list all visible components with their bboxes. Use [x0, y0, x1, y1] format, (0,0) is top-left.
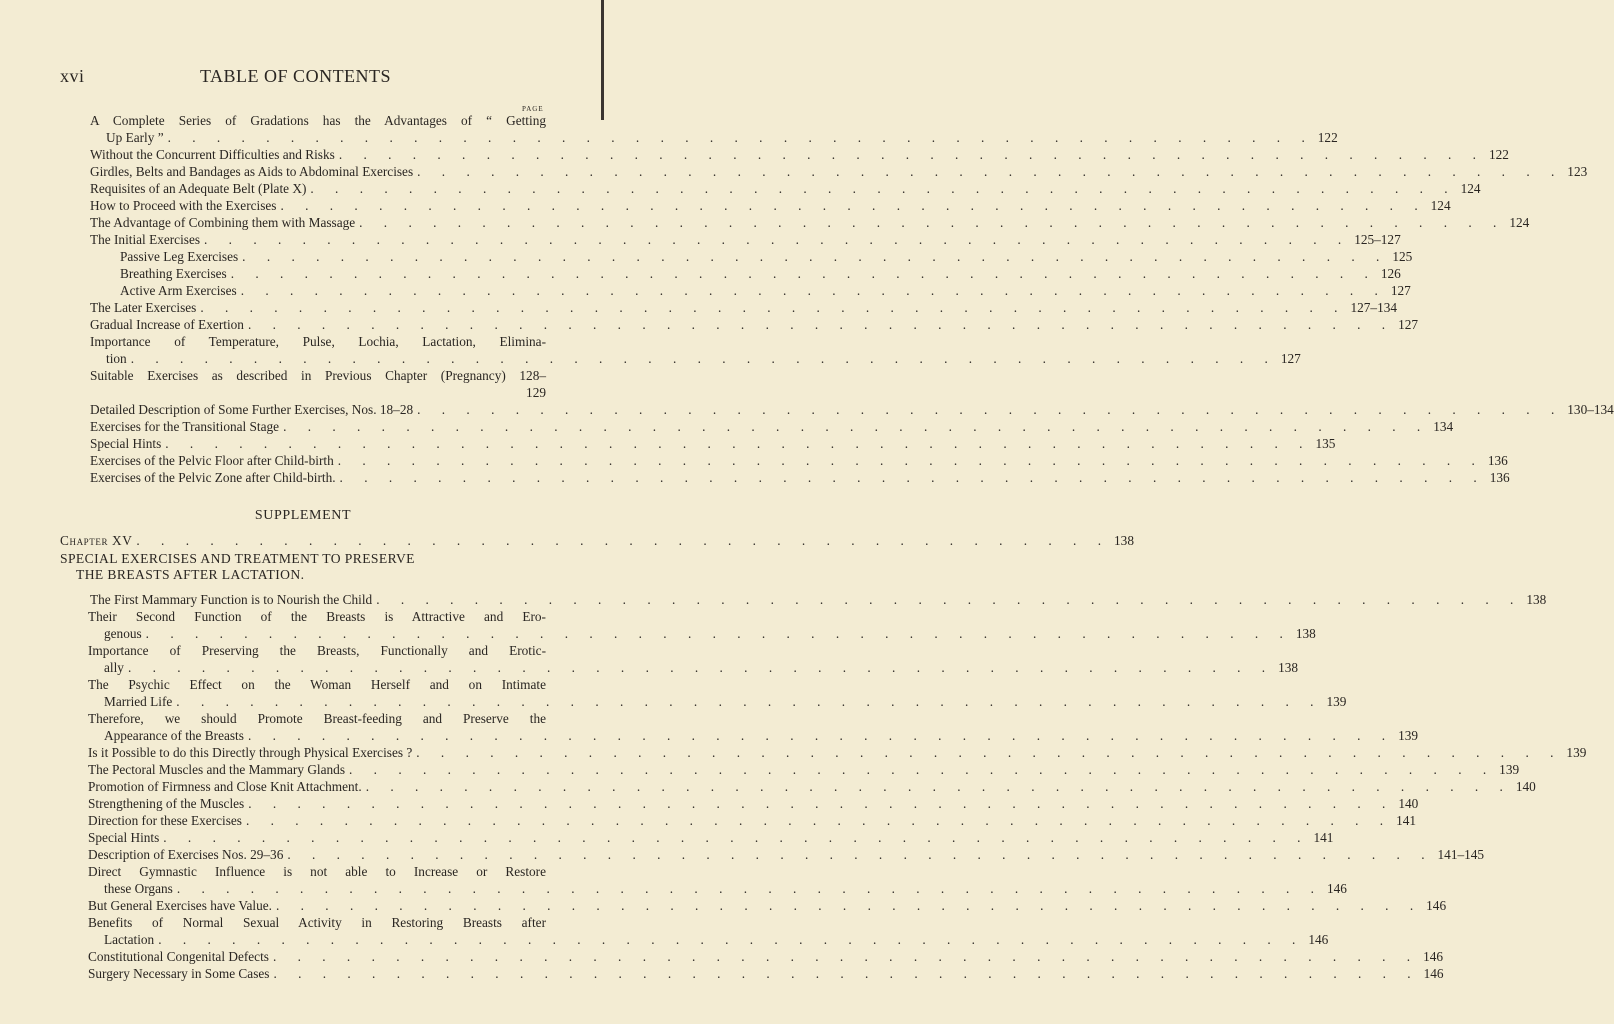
supplement-heading: SUPPLEMENT [254, 508, 352, 523]
toc-entry-line [90, 401, 1614, 418]
leader-dots: . . . . . . . . . . . . . . . . . . . . . . . . . . . . . . . . . . . . . . . . . . . . . . . [416, 745, 1563, 760]
leader-dots: . . . . . . . . . . . . . . . . . . . . . . . . . . . . . . . . . . . . . . . . . . . . . . . [280, 198, 1427, 213]
toc-entry-text: Breathing Exercises [120, 266, 227, 281]
toc-entry [60, 761, 1520, 778]
leader-dots: . . . . . . . . . . . . . . . . . . . . . . . . . . . . . . . . . . . . . . . . . . . . . . . [176, 881, 1323, 896]
toc-entry [60, 591, 1547, 608]
leader-dots: . . . . . . . . . . . . . . . . . . . . . . . . . . . . . . . . . . . . . . . . . . . . . . . [338, 147, 1485, 162]
toc-entry-text: Direction for these Exercises [88, 813, 242, 828]
leader-dots: . . . . . . . . . . . . . . . . . . . . . . . . . . . . . . . . . . . . . . . . . . . . . . . [310, 181, 1457, 196]
toc-entry-text: genous [104, 626, 142, 641]
leader-dots: . . . . . . . . . . . . . . . . . . . . . . . . . . . . . . . . . . . . . . . . . . . . . . . [165, 436, 1312, 451]
toc-entry-line [88, 965, 1444, 982]
toc-entry-text: Description of Exercises Nos. 29–36 [88, 847, 284, 862]
toc-entry-page: 139 [1566, 745, 1587, 760]
toc-entry-page: 129 [526, 385, 546, 400]
toc-entry-text: Exercises for the Transitional Stage [90, 419, 280, 434]
leader-dots: . . . . . . . . . . . . . . . . . . . . . . . . . . . . . . . . . . . . . . . . . . . . . . . [248, 796, 1395, 811]
toc-entry-page: 138 [1278, 660, 1299, 675]
toc-entry-line [90, 231, 1401, 248]
toc-entry-page: 139 [1326, 694, 1347, 709]
toc-entry-text: Exercises of the Pelvic Floor after Child-birth [90, 453, 334, 468]
leader-dots: . . . . . . . . . . . . . . . . . . . . . . . . . . . . . . . . . . . . . . . . . . . . . . . [204, 232, 1351, 247]
table-of-contents [60, 112, 1614, 982]
toc-entry-page: 124 [1509, 215, 1530, 230]
toc-entry-line [90, 146, 1509, 163]
toc-entry-text: Direct Gymnastic Influence is not able to Increase or Restore [88, 864, 546, 879]
toc-entry [60, 282, 1411, 299]
page-title: TABLE OF CONTENTS [200, 66, 392, 86]
toc-entry [60, 914, 1329, 948]
toc-entry-page: 140 [1515, 779, 1536, 794]
toc-entry-page: 127 [1280, 351, 1301, 366]
toc-entry [60, 642, 1299, 676]
toc-entry [60, 367, 546, 401]
toc-entry-text: Detailed Description of Some Further Exercises, Nos. 18–28 [90, 402, 414, 417]
toc-entry-line [88, 693, 1347, 710]
chapter-page: 138 [1114, 533, 1134, 548]
toc-entry-line [90, 350, 1301, 367]
toc-entry-line [88, 744, 1587, 761]
toc-entry-page: 141 [1313, 830, 1334, 845]
toc-entry [60, 401, 1614, 418]
special-heading-line-2: THE BREASTS AFTER LACTATION. [76, 567, 305, 582]
toc-entry [60, 897, 1447, 914]
leader-dots: . . . . . . . . . . . . . . . . . . . . . . . . . . . . . . . . . . . . . . . . . . . . . . . [163, 830, 1310, 845]
toc-entry-line [90, 418, 1454, 435]
toc-entry-page: 136 [1489, 470, 1510, 485]
toc-entry [60, 863, 1347, 897]
chapter-label: Chapter XV [60, 533, 133, 548]
toc-entry-text: Benefits of Normal Sexual Activity in Restoring Breasts after [88, 915, 546, 930]
leader-dots: . . . . . . . . . . . . . . . . . . . . . . . . . . . . . . . . . . . . . . . . . . . . . . . [272, 949, 1420, 964]
toc-entry [60, 265, 1401, 282]
toc-entry-line [90, 299, 1398, 316]
leader-dots: . . . . . . . . . . . . . . . . . . . . . . . . . . . . . . . . . . . . . . . . . . . . . . . [365, 779, 1512, 794]
toc-entry [60, 214, 1530, 231]
toc-entry [60, 418, 1454, 435]
toc-entry-page: 124 [1460, 181, 1481, 196]
toc-entry-page: 125–127 [1354, 232, 1401, 247]
toc-entry-text: Gradual Increase of Exertion [90, 317, 244, 332]
leader-dots: . . . . . . . . . . . . . . . . . . . . . . . . . . . . . . . . . . . . . . . . . . . . . . . [359, 215, 1506, 230]
toc-entry-page: 130–134 [1567, 402, 1614, 417]
toc-entry-line [88, 727, 1419, 744]
toc-entry-text: Promotion of Firmness and Close Knit Attachment. [88, 779, 362, 794]
toc-entry-text: Exercises of the Pelvic Zone after Child-birth. [90, 470, 336, 485]
toc-entry [60, 248, 1413, 265]
toc-entry-line [90, 197, 1451, 214]
toc-entry [60, 846, 1485, 863]
toc-entry-page: 146 [1308, 932, 1329, 947]
toc-entry [60, 965, 1444, 982]
leader-dots: . . . . . . . . . . . . . . . . . . . . . . . . . . . . . . . . . . . . . . . . . . . . . . . [200, 300, 1347, 315]
toc-entry-page: 146 [1326, 881, 1347, 896]
toc-entry [60, 163, 1588, 180]
page-edge-shadow [601, 0, 604, 120]
toc-entry-text: Their Second Function of the Breasts is Attractive and Ero- [88, 609, 546, 624]
toc-entry-page: 123 [1567, 164, 1588, 179]
toc-entry-page: 122 [1488, 147, 1509, 162]
leader-dots: . . . . . . . . . . . . . . . . . . . . . . . . . . . . . . . . . . . . . . . . . . . . . . . [145, 626, 1292, 641]
toc-entry-text: Special Hints [90, 436, 162, 451]
special-heading [60, 551, 546, 583]
toc-entry-text: Girdles, Belts and Bandages as Aids to Abdominal Exercises [90, 164, 414, 179]
toc-entry-line [88, 795, 1419, 812]
toc-entry [60, 829, 1334, 846]
leader-dots: . . . . . . . . . . . . . . . . . . . . . . . . . . . . . . . . . . . . . . . . . . . . . . . [130, 351, 1277, 366]
toc-entry-text: Active Arm Exercises [120, 283, 237, 298]
toc-entry-line [88, 931, 1329, 948]
page-number: xvi [60, 66, 85, 86]
toc-entry-text: Without the Concurrent Difficulties and Risks [90, 147, 335, 162]
toc-entry-text: Lactation [104, 932, 155, 947]
toc-entry-page: 146 [1423, 949, 1444, 964]
toc-entry-line [88, 625, 1316, 642]
leader-dots: . . . . . . . . . . . . . . . . . . . . . . . . . . . . . . . . . . . . . . . . . . . . . . . [417, 402, 1564, 417]
toc-entry [60, 778, 1536, 795]
leader-dots: . . . . . . . . . . . . . . . . . . . . . . . . . . . . . . . . . . . . . . . . . . . . . . . [339, 470, 1486, 485]
leader-dots: . . . . . . . . . . . . . . . . . . . . . . . . . . . . . . . . . . . . . . . . . . . . . . . [245, 813, 1393, 828]
toc-entry-page: 134 [1433, 419, 1454, 434]
toc-entry-page: 141 [1396, 813, 1417, 828]
toc-entry-text: The Initial Exercises [90, 232, 201, 247]
toc-entries-part1 [60, 112, 1614, 486]
toc-entry-text: The Psychic Effect on the Woman Herself and on Intimate [88, 677, 546, 692]
toc-entry-line [90, 214, 1530, 231]
toc-entry-page: 146 [1423, 966, 1444, 981]
toc-entry-text: Suitable Exercises as described in Previous Chapter (Pregnancy) 128– [90, 368, 546, 383]
toc-entry-page: 139 [1499, 762, 1520, 777]
toc-entry-page: 138 [1295, 626, 1316, 641]
toc-entry [60, 316, 1419, 333]
toc-entry [60, 197, 1451, 214]
leader-dots: . . . . . . . . . . . . . . . . . . . . . . . . . . . . . . . . . . . . . . . . . . . . . . . [287, 847, 1434, 862]
toc-entry-page: 136 [1487, 453, 1508, 468]
toc-entry [60, 469, 1510, 486]
toc-entries-part2 [60, 591, 1587, 982]
toc-entry-line [90, 180, 1481, 197]
toc-entry-text: The Advantage of Combining them with Massage [90, 215, 356, 230]
special-heading-line-1: SPECIAL EXERCISES AND TREATMENT TO PRESERVE [60, 551, 415, 566]
toc-entry-text: tion [106, 351, 127, 366]
toc-entry [60, 112, 1338, 146]
toc-entry [60, 231, 1401, 248]
toc-entry [60, 795, 1419, 812]
toc-entry-page: 126 [1380, 266, 1401, 281]
toc-entry-text: But General Exercises have Value. [88, 898, 272, 913]
leader-dots: . . . . . . . . . . . . . . . . . . . . . . . . . . . . . . . . . . . . . . . . . . . . . . . [167, 130, 1314, 145]
toc-entry-text: ally [104, 660, 124, 675]
leader-dots: . . . . . . . . . . . . . . . . . . . . . . . . . . . . . . . . . . . . . . . . . . . . . . . [273, 966, 1420, 981]
leader-dots: . . . . . . . . . . . . . . . . . . . . . . . . . . . . . . . . . . . . . . . . . . . . . . . [240, 283, 1387, 298]
toc-entry-text: The First Mammary Function is to Nourish the Child [90, 592, 373, 607]
toc-entry-text: Married Life [104, 694, 173, 709]
toc-entry [60, 452, 1508, 469]
toc-entry-text: The Pectoral Muscles and the Mammary Glands [88, 762, 346, 777]
toc-entry-text: Passive Leg Exercises [120, 249, 239, 264]
toc-entry-text: Importance of Temperature, Pulse, Lochia, Lactation, Elimina- [90, 334, 546, 349]
toc-entry-line [88, 897, 1447, 914]
toc-entry-page: 140 [1398, 796, 1419, 811]
toc-entry [60, 146, 1509, 163]
running-header [60, 66, 560, 88]
toc-entry-text: Strengthening of the Muscles [88, 796, 245, 811]
toc-entry-text: Surgery Necessary in Some Cases [88, 966, 270, 981]
toc-entry [60, 180, 1481, 197]
toc-entry-line [88, 829, 1334, 846]
toc-entry-page: 139 [1398, 728, 1419, 743]
chapter-entry [60, 532, 1134, 549]
toc-entry [60, 744, 1587, 761]
leader-dots: . . . . . . . . . . . . . . . . . . . . . . . . . . . . . . . . . . . . . . . . . . . . . . . [349, 762, 1496, 777]
toc-entry-line [88, 846, 1485, 863]
toc-entry [60, 608, 1316, 642]
toc-entry-line [90, 316, 1419, 333]
toc-entry-text: Is it Possible to do this Directly through Physical Exercises ? [88, 745, 413, 760]
toc-entry-line [90, 591, 1547, 608]
toc-entry-page: 141–145 [1437, 847, 1485, 862]
toc-entry-text: Importance of Preserving the Breasts, Functionally and Erotic- [88, 643, 546, 658]
toc-entry-page: 125 [1392, 249, 1413, 264]
toc-entry-text: Constitutional Congenital Defects [88, 949, 269, 964]
leader-dots: . . . . . . . . . . . . . . . . . . . . . . . . . . . . . . . . . . . . . . . . . . . . . . . [376, 592, 1523, 607]
toc-entry [60, 435, 1336, 452]
leader-dots: . . . . . . . . . . . . . . . . . . . . . . . . . . . . . . . . . . . . . . . . . . . . . . . [176, 694, 1323, 709]
toc-entry-line [88, 659, 1299, 676]
toc-entry-page: 122 [1317, 130, 1338, 145]
leader-dots: . . . . . . . . . . . . . . . . . . . . . . . . . . . . . . . . . . . . . . . . . . . . . . . [417, 164, 1564, 179]
leader-dots: . . . . . . . . . . . . . . . . . . . . . . . . . . . . . . . . . . . . . . . . [136, 533, 1111, 548]
toc-entry-text: How to Proceed with the Exercises [90, 198, 277, 213]
leader-dots: . . . . . . . . . . . . . . . . . . . . . . . . . . . . . . . . . . . . . . . . . . . . . . . [247, 728, 1395, 743]
toc-entry-line [90, 452, 1508, 469]
leader-dots: . . . . . . . . . . . . . . . . . . . . . . . . . . . . . . . . . . . . . . . . . . . . . . . [276, 898, 1423, 913]
toc-entry-page: 124 [1430, 198, 1451, 213]
toc-entry-line [88, 948, 1444, 965]
toc-entry [60, 710, 1419, 744]
leader-dots: . . . . . . . . . . . . . . . . . . . . . . . . . . . . . . . . . . . . . . . . . . . . . . . [127, 660, 1275, 675]
toc-entry [60, 333, 1301, 367]
leader-dots: . . . . . . . . . . . . . . . . . . . . . . . . . . . . . . . . . . . . . . . . . . . . . . . [337, 453, 1484, 468]
toc-entry [60, 676, 1347, 710]
toc-entry-line [90, 163, 1588, 180]
leader-dots: . . . . . . . . . . . . . . . . . . . . . . . . . . . . . . . . . . . . . . . . . . . . . . . [158, 932, 1305, 947]
toc-entry-line [120, 248, 1413, 265]
toc-entry-line [120, 265, 1401, 282]
toc-entry-line [88, 761, 1520, 778]
leader-dots: . . . . . . . . . . . . . . . . . . . . . . . . . . . . . . . . . . . . . . . . . . . . . . . [242, 249, 1389, 264]
toc-entry-line [88, 812, 1417, 829]
toc-entry [60, 812, 1417, 829]
toc-entry-page: 135 [1315, 436, 1336, 451]
toc-entry-text: Up Early ” [106, 130, 164, 145]
toc-entry-page: 127–134 [1350, 300, 1398, 315]
toc-entry-text: Special Hints [88, 830, 160, 845]
leader-dots: . . . . . . . . . . . . . . . . . . . . . . . . . . . . . . . . . . . . . . . . . . . . . . . [247, 317, 1395, 332]
toc-entry [60, 299, 1398, 316]
toc-entry-text: A Complete Series of Gradations has the Advantages of “ Getting [90, 113, 546, 128]
toc-entry-text: The Later Exercises [90, 300, 197, 315]
toc-entry-line [88, 778, 1536, 795]
toc-entry-line [90, 435, 1336, 452]
toc-entry-line [90, 469, 1510, 486]
leader-dots: . . . . . . . . . . . . . . . . . . . . . . . . . . . . . . . . . . . . . . . . . . . . . . . [283, 419, 1430, 434]
leader-dots: . . . . . . . . . . . . . . . . . . . . . . . . . . . . . . . . . . . . . . . . . . . . . . . [230, 266, 1377, 281]
toc-entry-line [120, 282, 1411, 299]
toc-entry-page: 127 [1398, 317, 1419, 332]
toc-entry-page: 138 [1526, 592, 1547, 607]
toc-entry-text: these Organs [104, 881, 173, 896]
toc-entry-page: 146 [1426, 898, 1447, 913]
toc-entry-line [90, 129, 1338, 146]
toc-entry [60, 948, 1444, 965]
page-column-label: PAGE [522, 105, 544, 113]
toc-entry-page: 127 [1390, 283, 1411, 298]
toc-entry-text: Requisites of an Adequate Belt (Plate X) [90, 181, 307, 196]
toc-entry-text: Appearance of the Breasts [104, 728, 244, 743]
toc-entry-text: Therefore, we should Promote Breast-feeding and Preserve the [88, 711, 546, 726]
toc-entry-line [88, 880, 1347, 897]
